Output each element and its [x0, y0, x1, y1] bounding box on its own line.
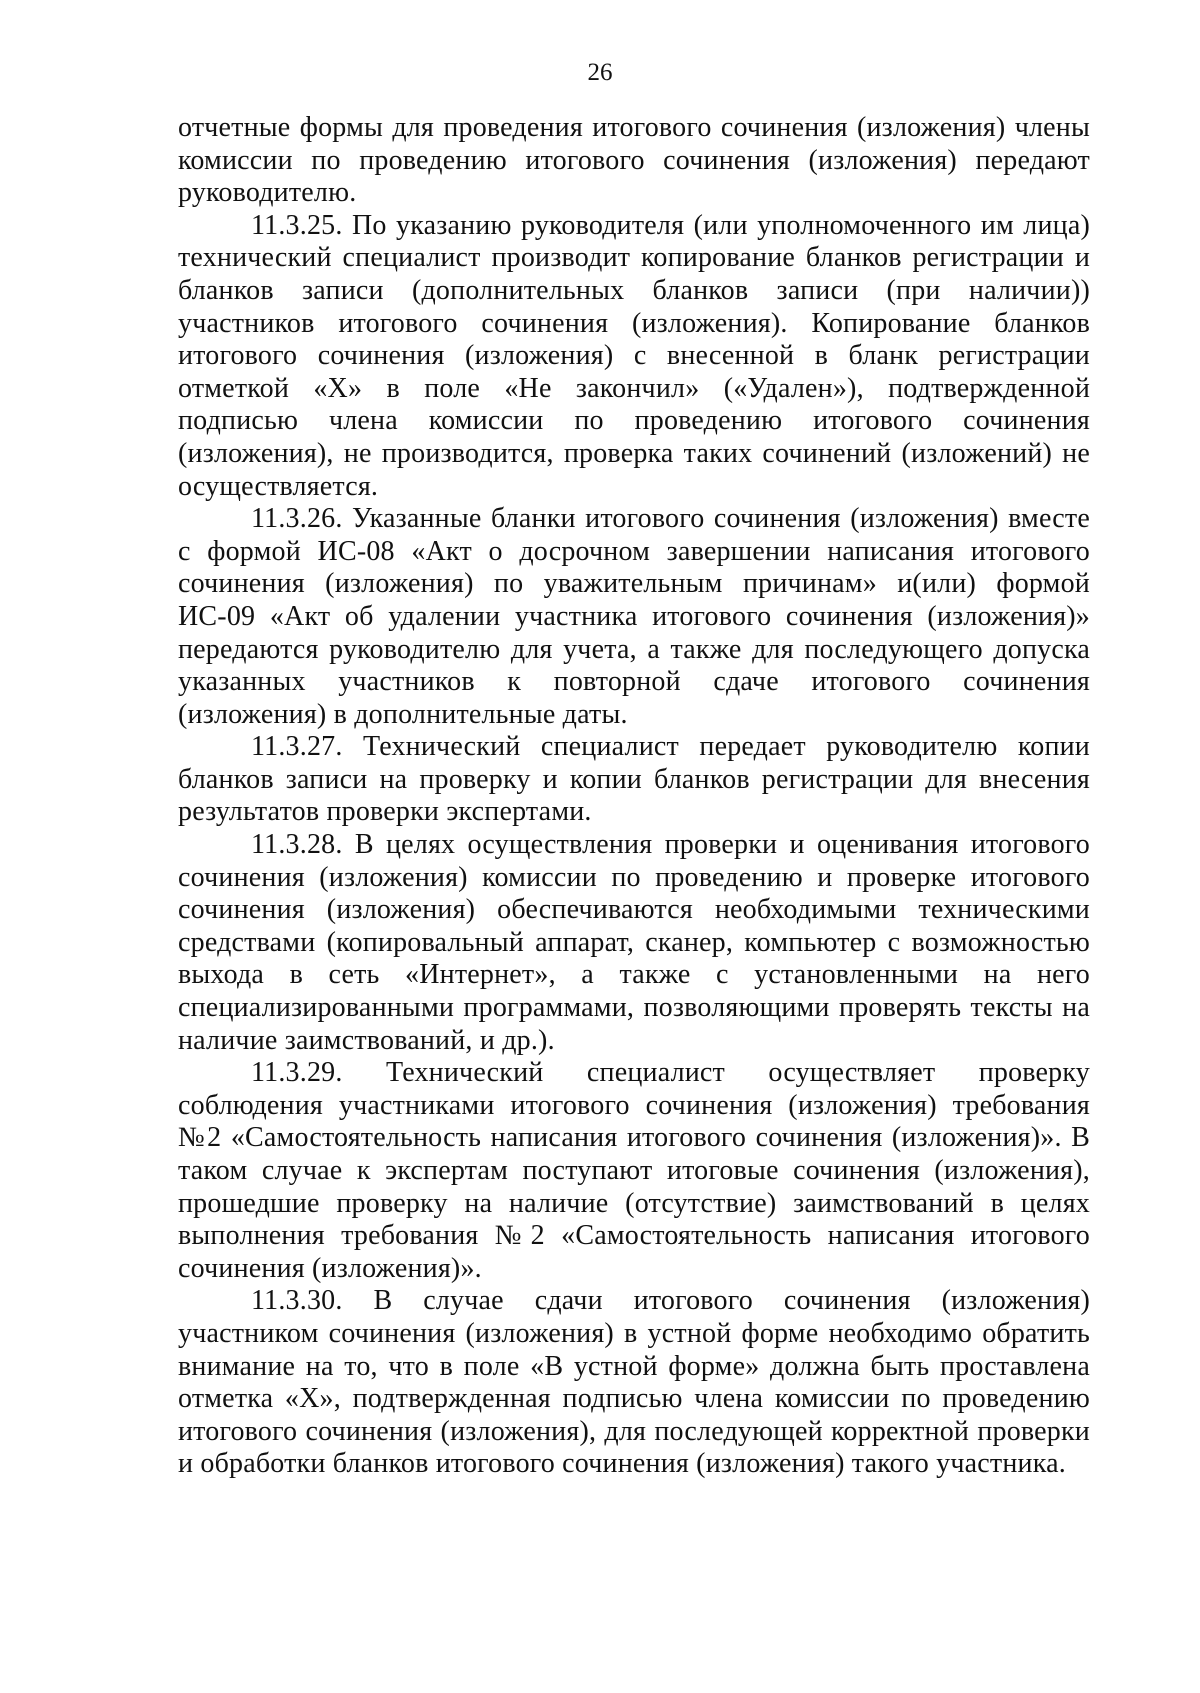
paragraph-11-3-30: 11.3.30. В случае сдачи итогового сочинения (изложения) участником сочинения (изложения) в устной форме необходимо обратить внимание на то, что в поле «В устной форме» должна быть проставлена отметка «Х», подтвержденная подписью члена комиссии по проведению итогового сочинения (изложения), для последующей корректной проверки и обработки бланков итогового сочинения (изложения) такого участника. [178, 1285, 1090, 1480]
paragraph-11-3-25: 11.3.25. По указанию руководителя (или уполномоченного им лица) технический специалист производит копирование бланков регистрации и бланков записи (дополнительных бланков записи (при наличии)) участников итогового сочинения (изложения). Копирование бланков итогового сочинения (изложения) с внесенной в бланк регистрации отметкой «Х» в поле «Не закончил» («Удален»), подтвержденной подписью члена комиссии по проведению итогового сочинения (изложения), не производится, проверка таких сочинений (изложений) не осуществляется. [178, 209, 1090, 502]
document-body [178, 112, 1090, 1481]
paragraph-11-3-28: 11.3.28. В целях осуществления проверки и оценивания итогового сочинения (изложения) комиссии по проведению и проверке итогового сочинения (изложения) обеспечиваются необходимыми техническими средствами (копировальный аппарат, сканер, компьютер с возможностью выхода в сеть «Интернет», а также с установленными на него специализированными программами, позволяющими проверять тексты на наличие заимствований, и др.). [178, 829, 1090, 1056]
paragraph-11-3-29: 11.3.29. Технический специалист осуществляет проверку соблюдения участниками итогового сочинения (изложения) требования №2 «Самостоятельность написания итогового сочинения (изложения)». В таком случае к экспертам поступают итоговые сочинения (изложения), прошедшие проверку на наличие (отсутствие) заимствований в целях выполнения требования №2 «Самостоятельность написания итогового сочинения (изложения)». [178, 1057, 1090, 1284]
paragraph-11-3-27: 11.3.27. Технический специалист передает руководителю копии бланков записи на проверку и копии бланков регистрации для внесения результатов проверки экспертами. [178, 731, 1090, 828]
paragraph-continuation: отчетные формы для проведения итогового сочинения (изложения) члены комиссии по проведению итогового сочинения (изложения) передают руководителю. [178, 112, 1090, 209]
paragraph-11-3-26: 11.3.26. Указанные бланки итогового сочинения (изложения) вместе с формой ИС-08 «Акт о досрочном завершении написания итогового сочинения (изложения) по уважительным причинам» и(или) формой ИС-09 «Акт об удалении участника итогового сочинения (изложения)» передаются руководителю для учета, а также для последующего допуска указанных участников к повторной сдаче итогового сочинения (изложения) в дополнительные даты. [178, 503, 1090, 730]
page-number: 26 [587, 59, 613, 86]
